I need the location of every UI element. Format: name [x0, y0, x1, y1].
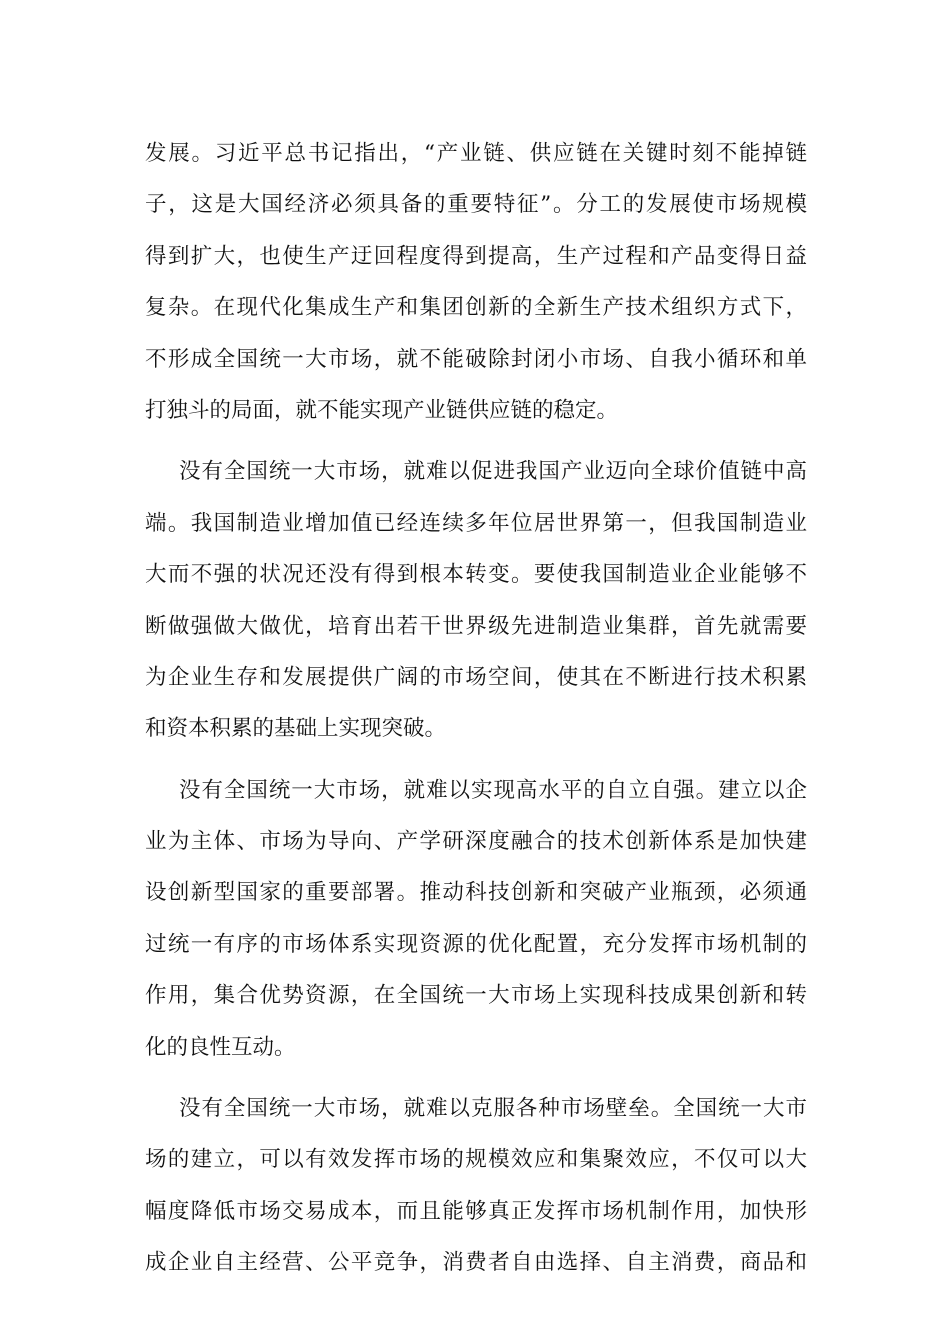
text-line: 子，这是大国经济必须具备的重要特征”。分工的发展使市场规模 [145, 192, 807, 218]
text-line: 作用，集合优势资源，在全国统一大市场上实现科技成果创新和转 [145, 983, 807, 1009]
text-line: 没有全国统一大市场，就难以促进我国产业迈向全球价值链中高 [179, 459, 807, 485]
text-line: 得到扩大，也使生产迂回程度得到提高，生产过程和产品变得日益 [145, 243, 807, 269]
text-line: 和资本积累的基础上实现突破。 [145, 716, 447, 742]
document-body [145, 128, 807, 1289]
text-line: 没有全国统一大市场，就难以实现高水平的自立自强。建立以企 [179, 777, 807, 803]
text-line: 没有全国统一大市场，就难以克服各种市场壁垒。全国统一大市 [179, 1096, 807, 1122]
text-line: 业为主体、市场为导向、产学研深度融合的技术创新体系是加快建 [145, 829, 807, 855]
text-line: 过统一有序的市场体系实现资源的优化配置，充分发挥市场机制的 [145, 931, 807, 957]
text-line: 打独斗的局面，就不能实现产业链供应链的稳定。 [145, 397, 619, 423]
text-line: 不形成全国统一大市场，就不能破除封闭小市场、自我小循环和单 [145, 346, 807, 372]
paragraph-supply-chain [145, 128, 807, 436]
paragraph-self-reliance [145, 765, 807, 1073]
paragraph-gap [145, 436, 807, 446]
paragraph-market-barriers [145, 1083, 807, 1289]
text-line: 场的建立，可以有效发挥市场的规模效应和集聚效应，不仅可以大 [145, 1147, 807, 1173]
text-line: 端。我国制造业增加值已经连续多年位居世界第一，但我国制造业 [145, 510, 807, 536]
text-line: 幅度降低市场交易成本，而且能够真正发挥市场机制作用，加快形 [145, 1198, 807, 1224]
text-line: 大而不强的状况还没有得到根本转变。要使我国制造业企业能够不 [145, 562, 807, 588]
paragraph-gap [145, 1073, 807, 1083]
text-line: 复杂。在现代化集成生产和集团创新的全新生产技术组织方式下， [145, 295, 807, 321]
text-line: 设创新型国家的重要部署。推动科技创新和突破产业瓶颈，必须通 [145, 880, 807, 906]
text-line: 断做强做大做优，培育出若干世界级先进制造业集群，首先就需要 [145, 613, 807, 639]
paragraph-gap [145, 755, 807, 765]
text-line: 为企业生存和发展提供广阔的市场空间，使其在不断进行技术积累 [145, 664, 807, 690]
paragraph-value-chain [145, 446, 807, 754]
text-line: 化的良性互动。 [145, 1034, 296, 1060]
text-line: 成企业自主经营、公平竞争，消费者自由选择、自主消费，商品和 [145, 1250, 807, 1276]
text-line: 发展。习近平总书记指出，“产业链、供应链在关键时刻不能掉链 [145, 141, 807, 166]
